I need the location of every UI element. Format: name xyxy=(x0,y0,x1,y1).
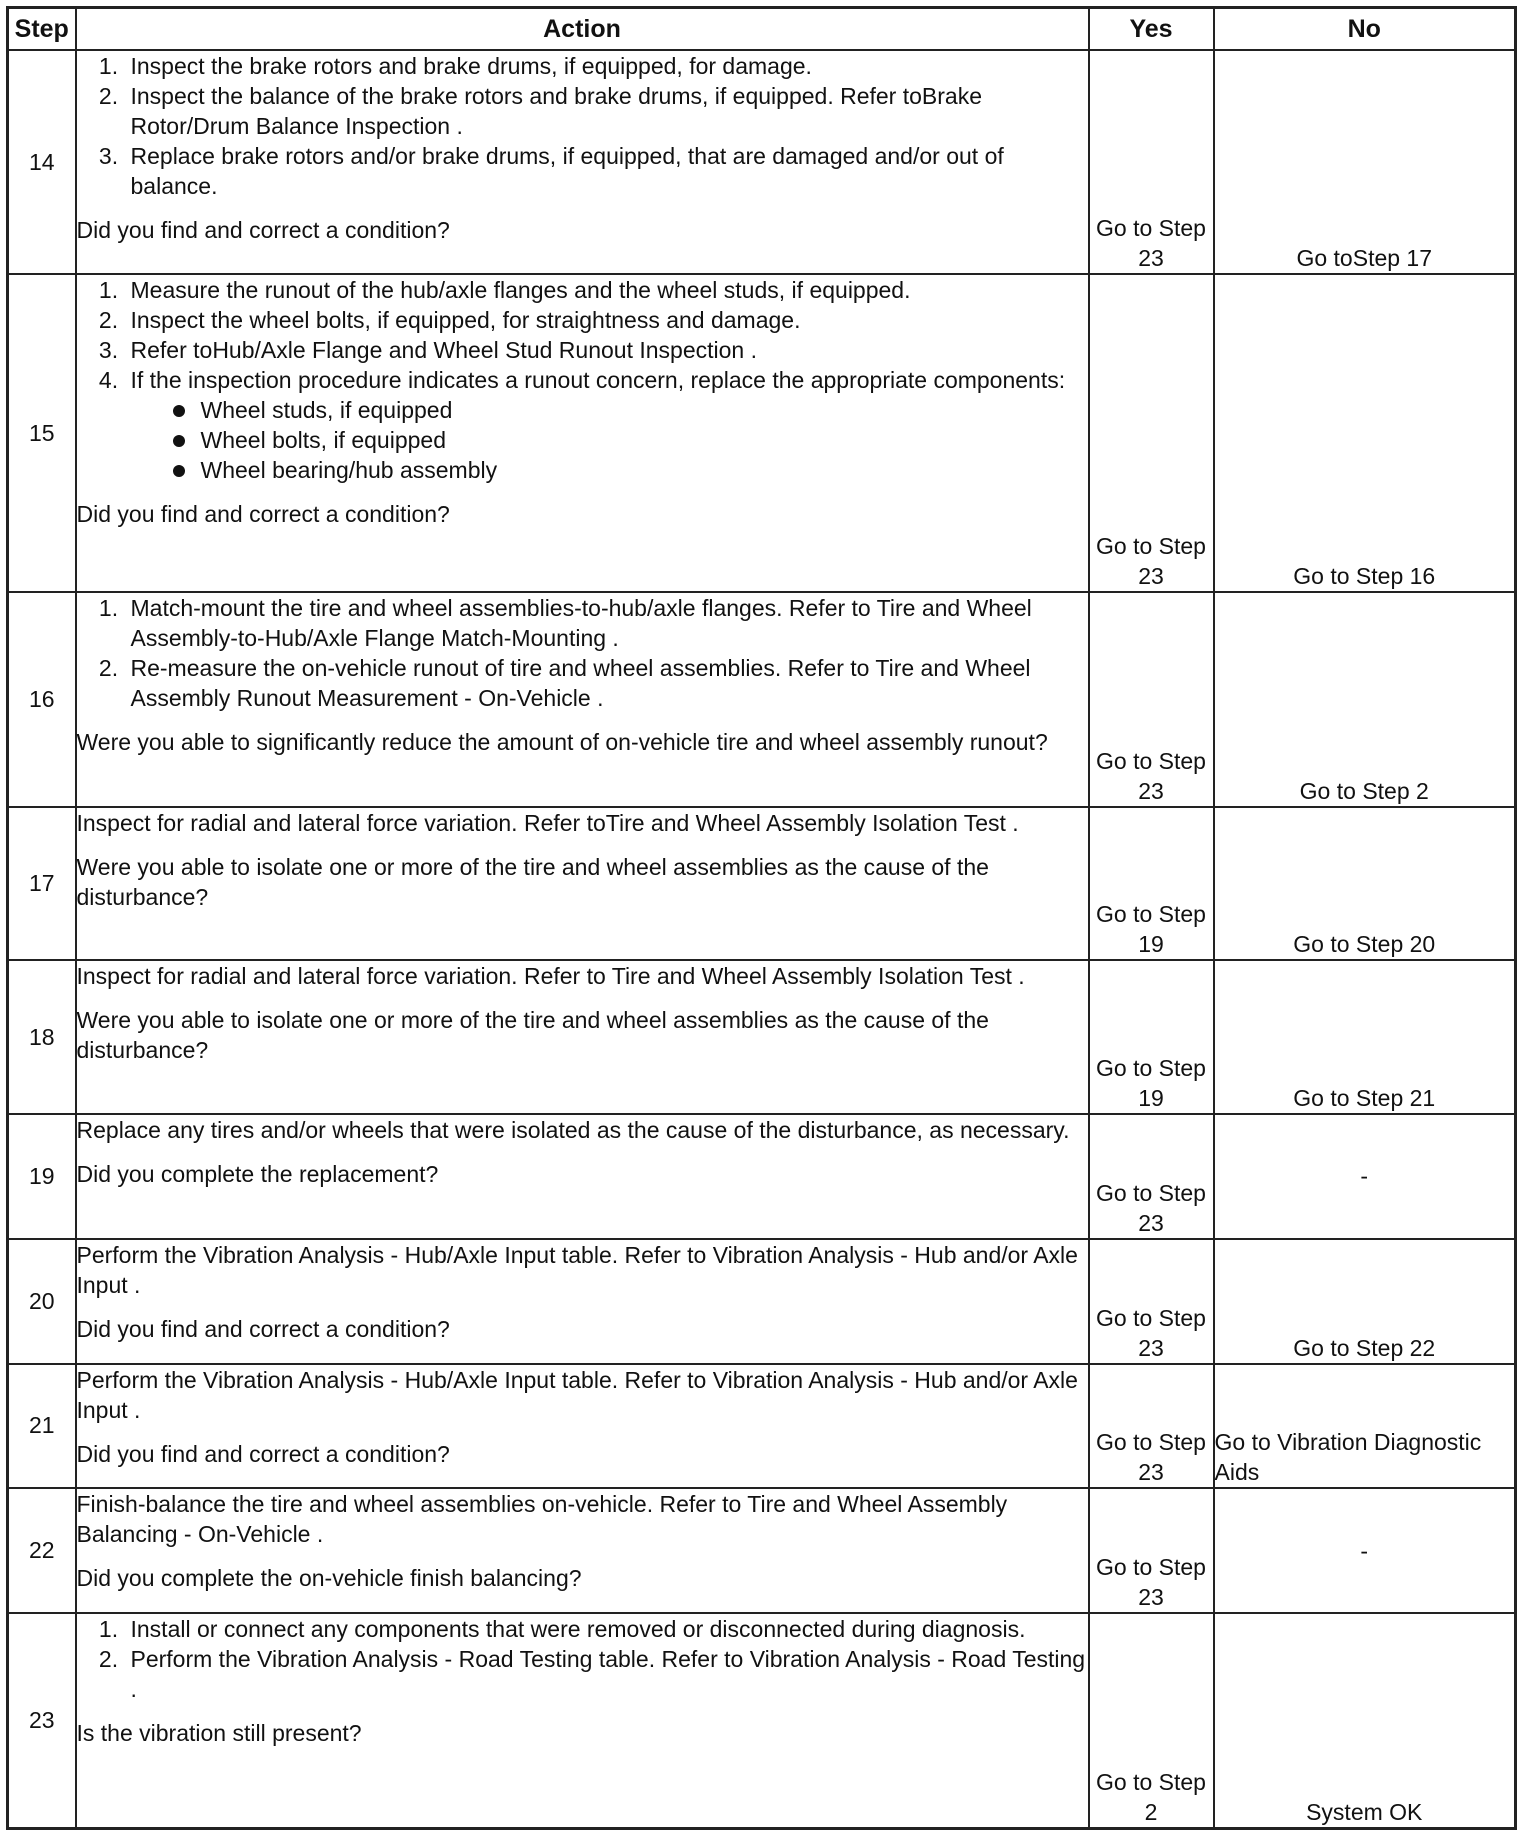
action-item: 2. Inspect the wheel bolts, if equipped, for straightness and damage. xyxy=(125,305,1088,335)
action-cell xyxy=(76,1114,1089,1239)
action-text: Perform the Vibration Analysis - Hub/Axle Input table. Refer to Vibration Analysis - Hub and/or Axle Input . xyxy=(76,1241,1078,1298)
action-item: 2. Re-measure the on-vehicle runout of tire and wheel assemblies. Refer to Tire and Wheel Assembly Runout Measurement - On-Vehicle . xyxy=(125,653,1088,713)
action-text: Inspect for radial and lateral force variation. Refer to Tire and Wheel Assembly Isolation Test . xyxy=(76,963,1025,990)
no-cell: Go to Step 2 xyxy=(1214,592,1516,807)
table-row xyxy=(8,1364,1516,1489)
step-number: 22 xyxy=(8,1488,76,1613)
step-number: 20 xyxy=(8,1239,76,1364)
question-text: Did you find and correct a condition? xyxy=(76,501,450,528)
yes-cell: Go to Step 23 xyxy=(1089,1488,1214,1613)
action-cell xyxy=(76,1239,1089,1364)
action-item-text: If the inspection procedure indicates a runout concern, replace the appropriate components: xyxy=(130,367,1066,394)
table-row xyxy=(8,807,1516,960)
no-cell: System OK xyxy=(1214,1613,1516,1828)
no-cell: Go to Vibration Diagnostic Aids xyxy=(1214,1364,1516,1489)
table-row xyxy=(8,1114,1516,1239)
action-cell xyxy=(76,1488,1089,1613)
action-list xyxy=(77,1614,1088,1704)
question-text: Did you complete the on-vehicle finish balancing? xyxy=(76,1565,582,1592)
header-row xyxy=(8,8,1516,51)
no-cell: Go to Step 16 xyxy=(1214,274,1516,591)
question-text: Did you find and correct a condition? xyxy=(76,1315,450,1342)
action-item: 1. Inspect the brake rotors and brake drums, if equipped, for damage. xyxy=(125,51,1088,81)
no-cell: Go to Step 21 xyxy=(1214,960,1516,1113)
question-text: Were you able to significantly reduce the amount of on-vehicle tire and wheel assembly runout? xyxy=(76,728,1048,755)
question-text: Did you complete the replacement? xyxy=(76,1160,439,1187)
question-text: Did you find and correct a condition? xyxy=(76,1440,450,1467)
bullet-item: Wheel bolts, if equipped xyxy=(171,425,1088,455)
step-number: 21 xyxy=(8,1364,76,1489)
action-cell xyxy=(76,592,1089,807)
yes-cell: Go to Step 23 xyxy=(1089,592,1214,807)
step-number: 19 xyxy=(8,1114,76,1239)
step-number: 18 xyxy=(8,960,76,1113)
table-row xyxy=(8,274,1516,591)
action-item: 3. Replace brake rotors and/or brake drums, if equipped, that are damaged and/or out of balance. xyxy=(125,141,1088,201)
action-item: 1. Install or connect any components that were removed or disconnected during diagnosis. xyxy=(125,1614,1088,1644)
step-number: 15 xyxy=(8,274,76,591)
no-cell: Go to Step 22 xyxy=(1214,1239,1516,1364)
diagnostic-table xyxy=(6,6,1517,1830)
action-cell xyxy=(76,1613,1089,1828)
yes-cell: Go to Step 23 xyxy=(1089,50,1214,274)
table-row xyxy=(8,1613,1516,1828)
table-row xyxy=(8,1488,1516,1613)
yes-cell: Go to Step 2 xyxy=(1089,1613,1214,1828)
action-item: 2. Perform the Vibration Analysis - Road Testing table. Refer to Vibration Analysis - Road Testing . xyxy=(125,1644,1088,1704)
action-list xyxy=(77,275,1088,485)
yes-cell: Go to Step 23 xyxy=(1089,1364,1214,1489)
action-item: 3. Refer toHub/Axle Flange and Wheel Stud Runout Inspection . xyxy=(125,335,1088,365)
question-text: Were you able to isolate one or more of the tire and wheel assemblies as the cause of the disturbance? xyxy=(76,853,989,910)
header-yes: Yes xyxy=(1089,8,1214,51)
action-item: 1. Match-mount the tire and wheel assemblies-to-hub/axle flanges. Refer to Tire and Wheel Assembly-to-Hub/Axle Flange Match-Mounting . xyxy=(125,593,1088,653)
action-list xyxy=(77,593,1088,713)
yes-cell: Go to Step 23 xyxy=(1089,1239,1214,1364)
table-row xyxy=(8,960,1516,1113)
step-number: 14 xyxy=(8,50,76,274)
bullet-list xyxy=(131,395,1088,485)
no-cell: - xyxy=(1214,1488,1516,1613)
no-cell: - xyxy=(1214,1114,1516,1239)
header-action: Action xyxy=(76,8,1089,51)
header-no: No xyxy=(1214,8,1516,51)
question-text: Were you able to isolate one or more of the tire and wheel assemblies as the cause of the disturbance? xyxy=(76,1007,989,1064)
table-row xyxy=(8,50,1516,274)
no-cell: Go to Step 20 xyxy=(1214,807,1516,960)
action-cell xyxy=(76,960,1089,1113)
action-item: 1. Measure the runout of the hub/axle flanges and the wheel studs, if equipped. xyxy=(125,275,1088,305)
action-list xyxy=(77,51,1088,201)
action-item xyxy=(125,365,1088,485)
header-step: Step xyxy=(8,8,76,51)
yes-cell: Go to Step 19 xyxy=(1089,960,1214,1113)
action-cell xyxy=(76,807,1089,960)
action-item: 2. Inspect the balance of the brake rotors and brake drums, if equipped. Refer toBrake Rotor/Drum Balance Inspection . xyxy=(125,81,1088,141)
yes-cell: Go to Step 23 xyxy=(1089,274,1214,591)
action-cell xyxy=(76,274,1089,591)
action-cell xyxy=(76,50,1089,274)
yes-cell: Go to Step 19 xyxy=(1089,807,1214,960)
question-text: Is the vibration still present? xyxy=(76,1720,362,1747)
table-row xyxy=(8,592,1516,807)
step-number: 16 xyxy=(8,592,76,807)
action-text: Inspect for radial and lateral force variation. Refer toTire and Wheel Assembly Isolation Test . xyxy=(76,809,1019,836)
step-number: 23 xyxy=(8,1613,76,1828)
action-text: Replace any tires and/or wheels that were isolated as the cause of the disturbance, as necessary. xyxy=(76,1116,1070,1143)
yes-cell: Go to Step 23 xyxy=(1089,1114,1214,1239)
no-cell: Go toStep 17 xyxy=(1214,50,1516,274)
step-number: 17 xyxy=(8,807,76,960)
question-text: Did you find and correct a condition? xyxy=(76,217,450,243)
table-row xyxy=(8,1239,1516,1364)
bullet-item: Wheel bearing/hub assembly xyxy=(171,455,1088,485)
bullet-item: Wheel studs, if equipped xyxy=(171,395,1088,425)
action-cell xyxy=(76,1364,1089,1489)
action-text: Finish-balance the tire and wheel assemblies on-vehicle. Refer to Tire and Wheel Assembly Balancing - On-Vehicle . xyxy=(76,1491,1008,1548)
action-text: Perform the Vibration Analysis - Hub/Axle Input table. Refer to Vibration Analysis - Hub and/or Axle Input . xyxy=(76,1366,1078,1423)
